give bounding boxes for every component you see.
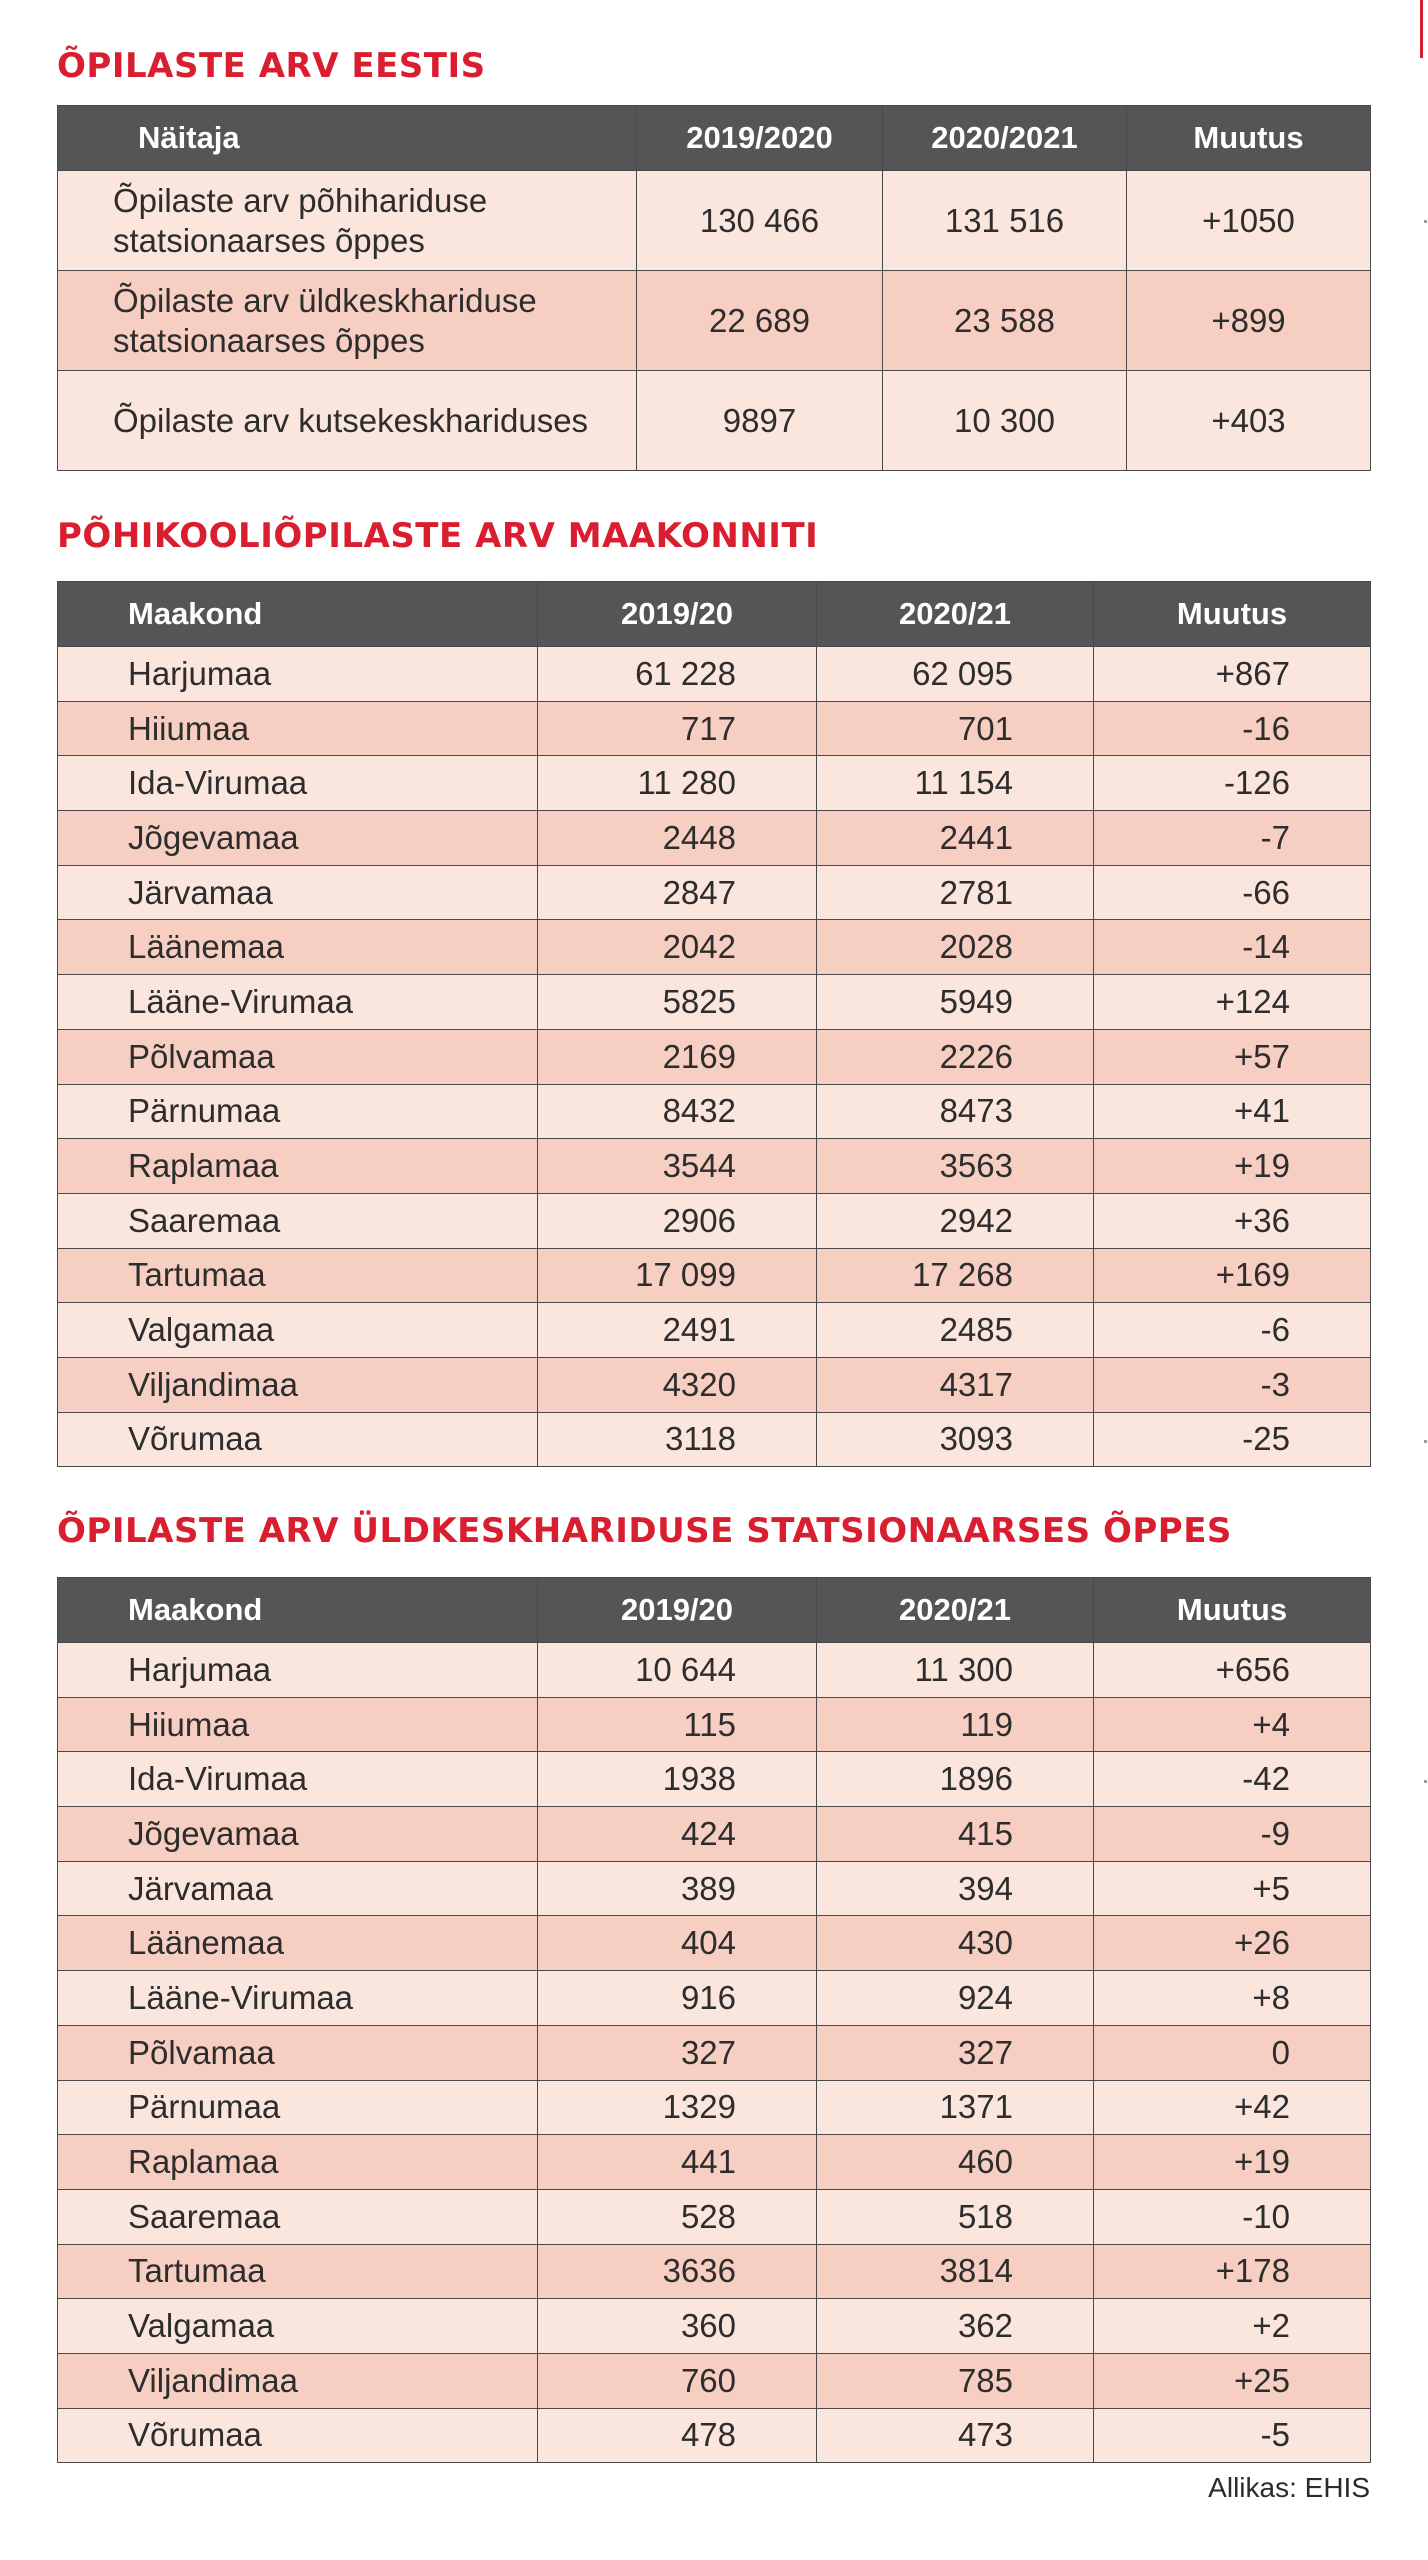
value-change: +42 [1094, 2080, 1371, 2135]
value-2020: 1896 [817, 1752, 1094, 1807]
value-change: -42 [1094, 1752, 1371, 1807]
value-change: +656 [1094, 1643, 1371, 1698]
county-name: Ida-Virumaa [58, 1752, 538, 1807]
value-2019: 2906 [538, 1193, 817, 1248]
section-title-eestis: ÕPILASTE ARV EESTIS [57, 46, 486, 86]
value-2020: 394 [817, 1861, 1094, 1916]
value-change: +36 [1094, 1193, 1371, 1248]
county-name: Hiiumaa [58, 1697, 538, 1752]
row-label: Õpilaste arv kutsekeskhariduses [58, 371, 637, 471]
table-row [58, 1643, 1371, 1698]
value-2020: 2028 [817, 920, 1094, 975]
table-uldkesk-maakonniti [57, 1577, 1371, 2463]
value-2019: 404 [538, 1916, 817, 1971]
value-change: +1050 [1127, 171, 1371, 271]
value-change: -6 [1094, 1303, 1371, 1358]
table-row [58, 920, 1371, 975]
value-2020: 4317 [817, 1357, 1094, 1412]
source-note: Allikas: EHIS [1208, 2472, 1370, 2503]
row-label: Õpilaste arv põhihariduse statsionaarses õppes [58, 171, 637, 271]
county-name: Tartumaa [58, 1248, 538, 1303]
accent-rule [1420, 0, 1423, 58]
county-name: Harjumaa [58, 1643, 538, 1698]
column-header: Maakond [58, 582, 538, 647]
value-2019: 5825 [538, 975, 817, 1030]
value-2019: 2847 [538, 865, 817, 920]
value-change: +178 [1094, 2244, 1371, 2299]
table-row [58, 1357, 1371, 1412]
value-2020: 3814 [817, 2244, 1094, 2299]
value-2019: 389 [538, 1861, 817, 1916]
column-header: Muutus [1094, 1578, 1371, 1643]
county-name: Põlvamaa [58, 1029, 538, 1084]
table-row [58, 1029, 1371, 1084]
value-2020: 327 [817, 2025, 1094, 2080]
table-row [58, 1861, 1371, 1916]
value-change: +25 [1094, 2353, 1371, 2408]
value-change: +867 [1094, 647, 1371, 702]
county-name: Läänemaa [58, 920, 538, 975]
value-2020: 924 [817, 1971, 1094, 2026]
county-name: Ida-Virumaa [58, 756, 538, 811]
table-row [58, 701, 1371, 756]
value-2019: 130 466 [637, 171, 883, 271]
county-name: Pärnumaa [58, 2080, 538, 2135]
value-2019: 2042 [538, 920, 817, 975]
table-row [58, 2189, 1371, 2244]
table-row [58, 1752, 1371, 1807]
value-2019: 2448 [538, 811, 817, 866]
value-2020: 460 [817, 2135, 1094, 2190]
table-row [58, 1193, 1371, 1248]
county-name: Lääne-Virumaa [58, 975, 538, 1030]
column-header: Muutus [1127, 106, 1371, 171]
county-name: Harjumaa [58, 647, 538, 702]
table-row [58, 1248, 1371, 1303]
edge-mark [1424, 1440, 1427, 1443]
value-2020: 11 300 [817, 1643, 1094, 1698]
value-2019: 360 [538, 2299, 817, 2354]
value-2019: 528 [538, 2189, 817, 2244]
value-2020: 2485 [817, 1303, 1094, 1358]
value-change: -9 [1094, 1807, 1371, 1862]
value-change: -66 [1094, 865, 1371, 920]
value-change: +403 [1127, 371, 1371, 471]
column-header: 2020/2021 [883, 106, 1127, 171]
value-2019: 17 099 [538, 1248, 817, 1303]
value-change: +4 [1094, 1697, 1371, 1752]
section-title-pohikool: PÕHIKOOLIÕPILASTE ARV MAAKONNITI [57, 516, 819, 556]
county-name: Põlvamaa [58, 2025, 538, 2080]
county-name: Jõgevamaa [58, 811, 538, 866]
value-2020: 11 154 [817, 756, 1094, 811]
column-header: 2020/21 [817, 582, 1094, 647]
section-title-uldkesk: ÕPILASTE ARV ÜLDKESKHARIDUSE STATSIONAARSES ÕPPES [57, 1511, 1232, 1551]
county-name: Raplamaa [58, 2135, 538, 2190]
value-2019: 61 228 [538, 647, 817, 702]
value-2019: 8432 [538, 1084, 817, 1139]
value-2019: 9897 [637, 371, 883, 471]
value-change: -126 [1094, 756, 1371, 811]
county-name: Lääne-Virumaa [58, 1971, 538, 2026]
value-change: +19 [1094, 1139, 1371, 1194]
value-2019: 1329 [538, 2080, 817, 2135]
table-row [58, 1807, 1371, 1862]
value-change: +899 [1127, 271, 1371, 371]
value-2019: 717 [538, 701, 817, 756]
value-change: -10 [1094, 2189, 1371, 2244]
table-row [58, 756, 1371, 811]
value-change: 0 [1094, 2025, 1371, 2080]
edge-mark [1424, 220, 1427, 223]
value-2020: 3093 [817, 1412, 1094, 1467]
value-2020: 62 095 [817, 647, 1094, 702]
value-2020: 8473 [817, 1084, 1094, 1139]
column-header: Maakond [58, 1578, 538, 1643]
value-2019: 2169 [538, 1029, 817, 1084]
value-2020: 1371 [817, 2080, 1094, 2135]
value-2019: 916 [538, 1971, 817, 2026]
column-header: 2019/2020 [637, 106, 883, 171]
value-2019: 2491 [538, 1303, 817, 1358]
table-pohikool-maakonniti [57, 581, 1371, 1467]
value-2020: 415 [817, 1807, 1094, 1862]
value-2020: 785 [817, 2353, 1094, 2408]
value-2019: 22 689 [637, 271, 883, 371]
value-2019: 478 [538, 2408, 817, 2463]
table-row [58, 1971, 1371, 2026]
value-2020: 518 [817, 2189, 1094, 2244]
table-header-row [58, 1578, 1371, 1643]
column-header: Muutus [1094, 582, 1371, 647]
table-row [58, 975, 1371, 1030]
table-row [58, 2299, 1371, 2354]
table-row [58, 171, 1371, 271]
county-name: Pärnumaa [58, 1084, 538, 1139]
value-2020: 23 588 [883, 271, 1127, 371]
value-2019: 327 [538, 2025, 817, 2080]
table-header-row [58, 582, 1371, 647]
table-row [58, 1084, 1371, 1139]
table-row [58, 1916, 1371, 1971]
value-2019: 3544 [538, 1139, 817, 1194]
county-name: Võrumaa [58, 1412, 538, 1467]
table-row [58, 1697, 1371, 1752]
value-change: +124 [1094, 975, 1371, 1030]
value-2020: 2226 [817, 1029, 1094, 1084]
table-row [58, 2244, 1371, 2299]
table-row [58, 2025, 1371, 2080]
value-change: -5 [1094, 2408, 1371, 2463]
value-2019: 760 [538, 2353, 817, 2408]
value-change: +26 [1094, 1916, 1371, 1971]
value-2020: 17 268 [817, 1248, 1094, 1303]
county-name: Hiiumaa [58, 701, 538, 756]
column-header: Näitaja [58, 106, 637, 171]
table-row [58, 2353, 1371, 2408]
value-2019: 1938 [538, 1752, 817, 1807]
value-2020: 131 516 [883, 171, 1127, 271]
value-change: -25 [1094, 1412, 1371, 1467]
table-row [58, 271, 1371, 371]
value-2019: 441 [538, 2135, 817, 2190]
value-2019: 3118 [538, 1412, 817, 1467]
value-change: +2 [1094, 2299, 1371, 2354]
value-2020: 473 [817, 2408, 1094, 2463]
value-2020: 2781 [817, 865, 1094, 920]
column-header: 2019/20 [538, 582, 817, 647]
value-2020: 701 [817, 701, 1094, 756]
value-change: -14 [1094, 920, 1371, 975]
value-change: -16 [1094, 701, 1371, 756]
county-name: Raplamaa [58, 1139, 538, 1194]
county-name: Valgamaa [58, 2299, 538, 2354]
value-2019: 115 [538, 1697, 817, 1752]
value-change: +8 [1094, 1971, 1371, 2026]
edge-mark [1424, 1780, 1427, 1783]
county-name: Valgamaa [58, 1303, 538, 1358]
table-eestis [57, 105, 1371, 471]
table-row [58, 1139, 1371, 1194]
county-name: Saaremaa [58, 2189, 538, 2244]
table-row [58, 371, 1371, 471]
value-2019: 4320 [538, 1357, 817, 1412]
value-2020: 430 [817, 1916, 1094, 1971]
value-change: +41 [1094, 1084, 1371, 1139]
value-2020: 362 [817, 2299, 1094, 2354]
county-name: Jõgevamaa [58, 1807, 538, 1862]
value-2020: 3563 [817, 1139, 1094, 1194]
value-2020: 2942 [817, 1193, 1094, 1248]
value-2019: 10 644 [538, 1643, 817, 1698]
table-row [58, 811, 1371, 866]
county-name: Järvamaa [58, 865, 538, 920]
value-2020: 2441 [817, 811, 1094, 866]
table-row [58, 1303, 1371, 1358]
value-change: +19 [1094, 2135, 1371, 2190]
table-header-row [58, 106, 1371, 171]
value-2019: 3636 [538, 2244, 817, 2299]
value-change: +57 [1094, 1029, 1371, 1084]
value-change: +5 [1094, 1861, 1371, 1916]
column-header: 2020/21 [817, 1578, 1094, 1643]
value-2020: 10 300 [883, 371, 1127, 471]
county-name: Järvamaa [58, 1861, 538, 1916]
value-change: -7 [1094, 811, 1371, 866]
county-name: Võrumaa [58, 2408, 538, 2463]
county-name: Saaremaa [58, 1193, 538, 1248]
value-change: -3 [1094, 1357, 1371, 1412]
value-2019: 424 [538, 1807, 817, 1862]
county-name: Viljandimaa [58, 1357, 538, 1412]
county-name: Tartumaa [58, 2244, 538, 2299]
table-row [58, 647, 1371, 702]
table-row [58, 1412, 1371, 1467]
value-2020: 119 [817, 1697, 1094, 1752]
column-header: 2019/20 [538, 1578, 817, 1643]
table-row [58, 2408, 1371, 2463]
county-name: Läänemaa [58, 1916, 538, 1971]
county-name: Viljandimaa [58, 2353, 538, 2408]
table-row [58, 865, 1371, 920]
value-change: +169 [1094, 1248, 1371, 1303]
table-row [58, 2080, 1371, 2135]
table-row [58, 2135, 1371, 2190]
row-label: Õpilaste arv üldkeskhariduse statsionaarses õppes [58, 271, 637, 371]
value-2020: 5949 [817, 975, 1094, 1030]
value-2019: 11 280 [538, 756, 817, 811]
